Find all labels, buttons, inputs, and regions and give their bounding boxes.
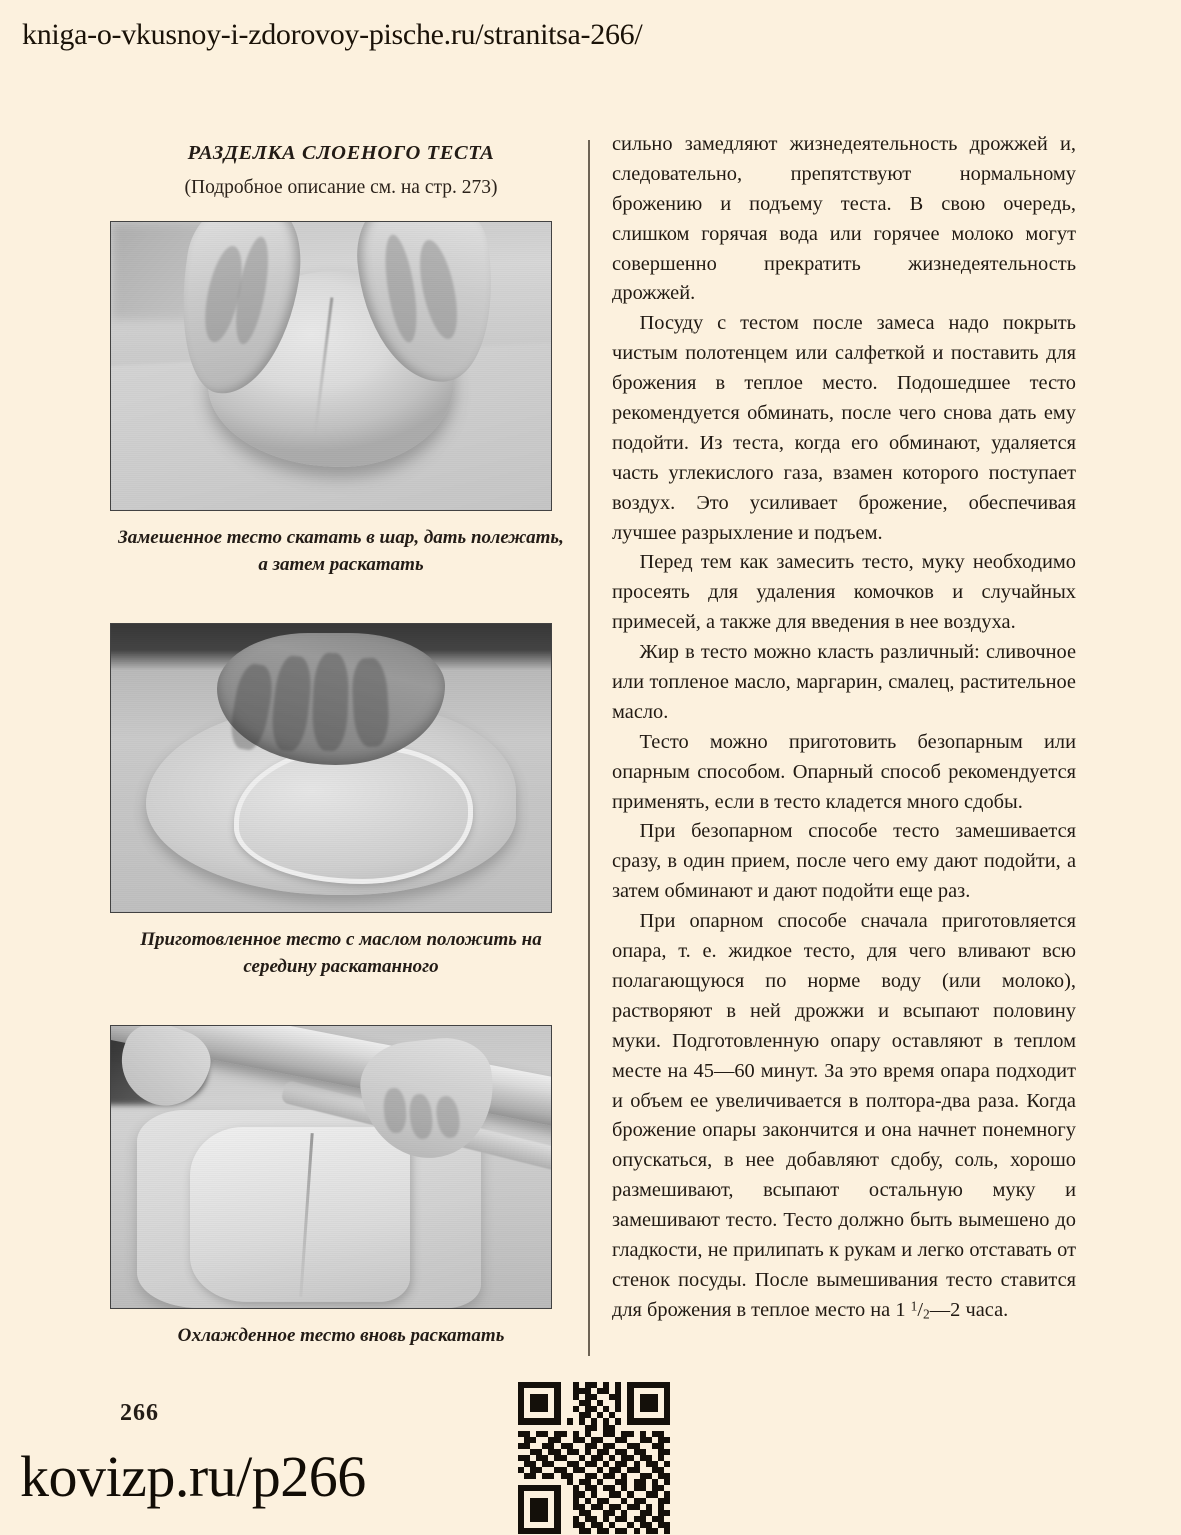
qr-code[interactable] [518, 1382, 670, 1534]
page-number: 266 [120, 1400, 159, 1426]
scanned-page [0, 120, 1181, 1380]
paragraph: Перед тем как замесить тесто, муку необходимо просеять для удаления комочков и случайных примесей, а также для введения в нее воздуха. [612, 551, 1076, 634]
time-fraction: 1 $^1/_2$ [895, 1298, 930, 1322]
paragraph: Тесто можно приготовить безопарным или опарным способом. Опарный способ рекомендуется применять, если в тесто кладется много сдобы. [612, 730, 1076, 813]
figure-dough-ball [110, 221, 572, 579]
paragraph: Посуду с тестом после замеса надо покрыть чистым полотенцем или салфеткой и поставить для брожения в теплое место. Подошедшее тесто рекомендуется обминать, после чего снова дать ему подойти. Из теста, когда его обминают, удаляется часть углекислого газа, взамен которого поступает воздух. Это усиливает брожение, обеспечивая лучшее разрыхление и подъем. [612, 312, 1076, 544]
paragraph: Жир в тесто можно класть различный: сливочное или топленое масло, маргарин, смалец, растительное масло. [612, 641, 1076, 723]
bottom-url-banner: kovizp.ru/p266 [20, 1444, 366, 1509]
qr-code-grid [518, 1382, 670, 1534]
fraction-numerator: 1 [910, 1298, 918, 1314]
paragraph-text-part2: —2 часа. [929, 1298, 1009, 1321]
figure-dough-with-butter [110, 623, 572, 981]
top-url-banner: kniga-o-vkusnoy-i-zdorovoy-pische.ru/stranitsa-266/ [22, 18, 643, 51]
paragraph: сильно замедляют жизнедеятельность дрожжей и, следовательно, препятствуют нормальному брожению и подъему теста. В свою очередь, слишком горячая вода или горячее молоко могут совершенно прекратить жизнедеятельность дрожжей. [612, 133, 1076, 305]
figure-caption: Приготовленное тесто с маслом положить на середину раскатанного [140, 928, 542, 977]
photo-rolling-pin-dough [110, 1025, 552, 1309]
figure-rolling-pin [110, 1025, 572, 1350]
right-column [612, 130, 1076, 1326]
section-subtitle: (Подробное описание см. на стр. 273) [184, 177, 498, 198]
fraction-denominator: 2 [923, 1306, 930, 1322]
fraction-whole: 1 [895, 1298, 906, 1321]
paragraph-opara [612, 907, 1076, 1325]
figure-caption: Охлажденное тесто вновь раскатать [177, 1324, 505, 1346]
paragraph-text-part1: При опарном способе сначала приготовляется опара, т. е. жидкое тесто, для чего вливают всю полагающуюся по норме воду (или молоко), растворяют в ней дрожжи и всыпают половину муки. Подготовленную опару оставляют в теплом месте на 45—60 минут. За это время опара подходит и объем ее увеличивается в полтора-два раза. Когда брожение опары закончится и она начнет понемногу опускаться, в нее добавляют сдобу, соль, хорошо размешивают, всыпают остальную муку и замешивают тесто. Тесто должно быть вымешено до гладкости, не прилипать к рукам и легко отставать от стенок посуды. После вымешивания тесто ставится для брожения в теплое место на [612, 910, 1076, 1321]
column-divider [588, 140, 590, 1356]
photo-dough-with-butter [110, 623, 552, 913]
paragraph: При безопарном способе тесто замешивается сразу, в один прием, после чего ему дают подойти, а затем обминают и дают подойти еще раз. [612, 820, 1076, 903]
figure-caption: Замешенное тесто скатать в шар, дать полежать, а затем раскатать [118, 527, 564, 575]
photo-dough-ball-hands [110, 221, 552, 511]
section-title: РАЗДЕЛКА СЛОЕНОГО ТЕСТА [187, 142, 495, 164]
left-column [110, 130, 572, 1350]
